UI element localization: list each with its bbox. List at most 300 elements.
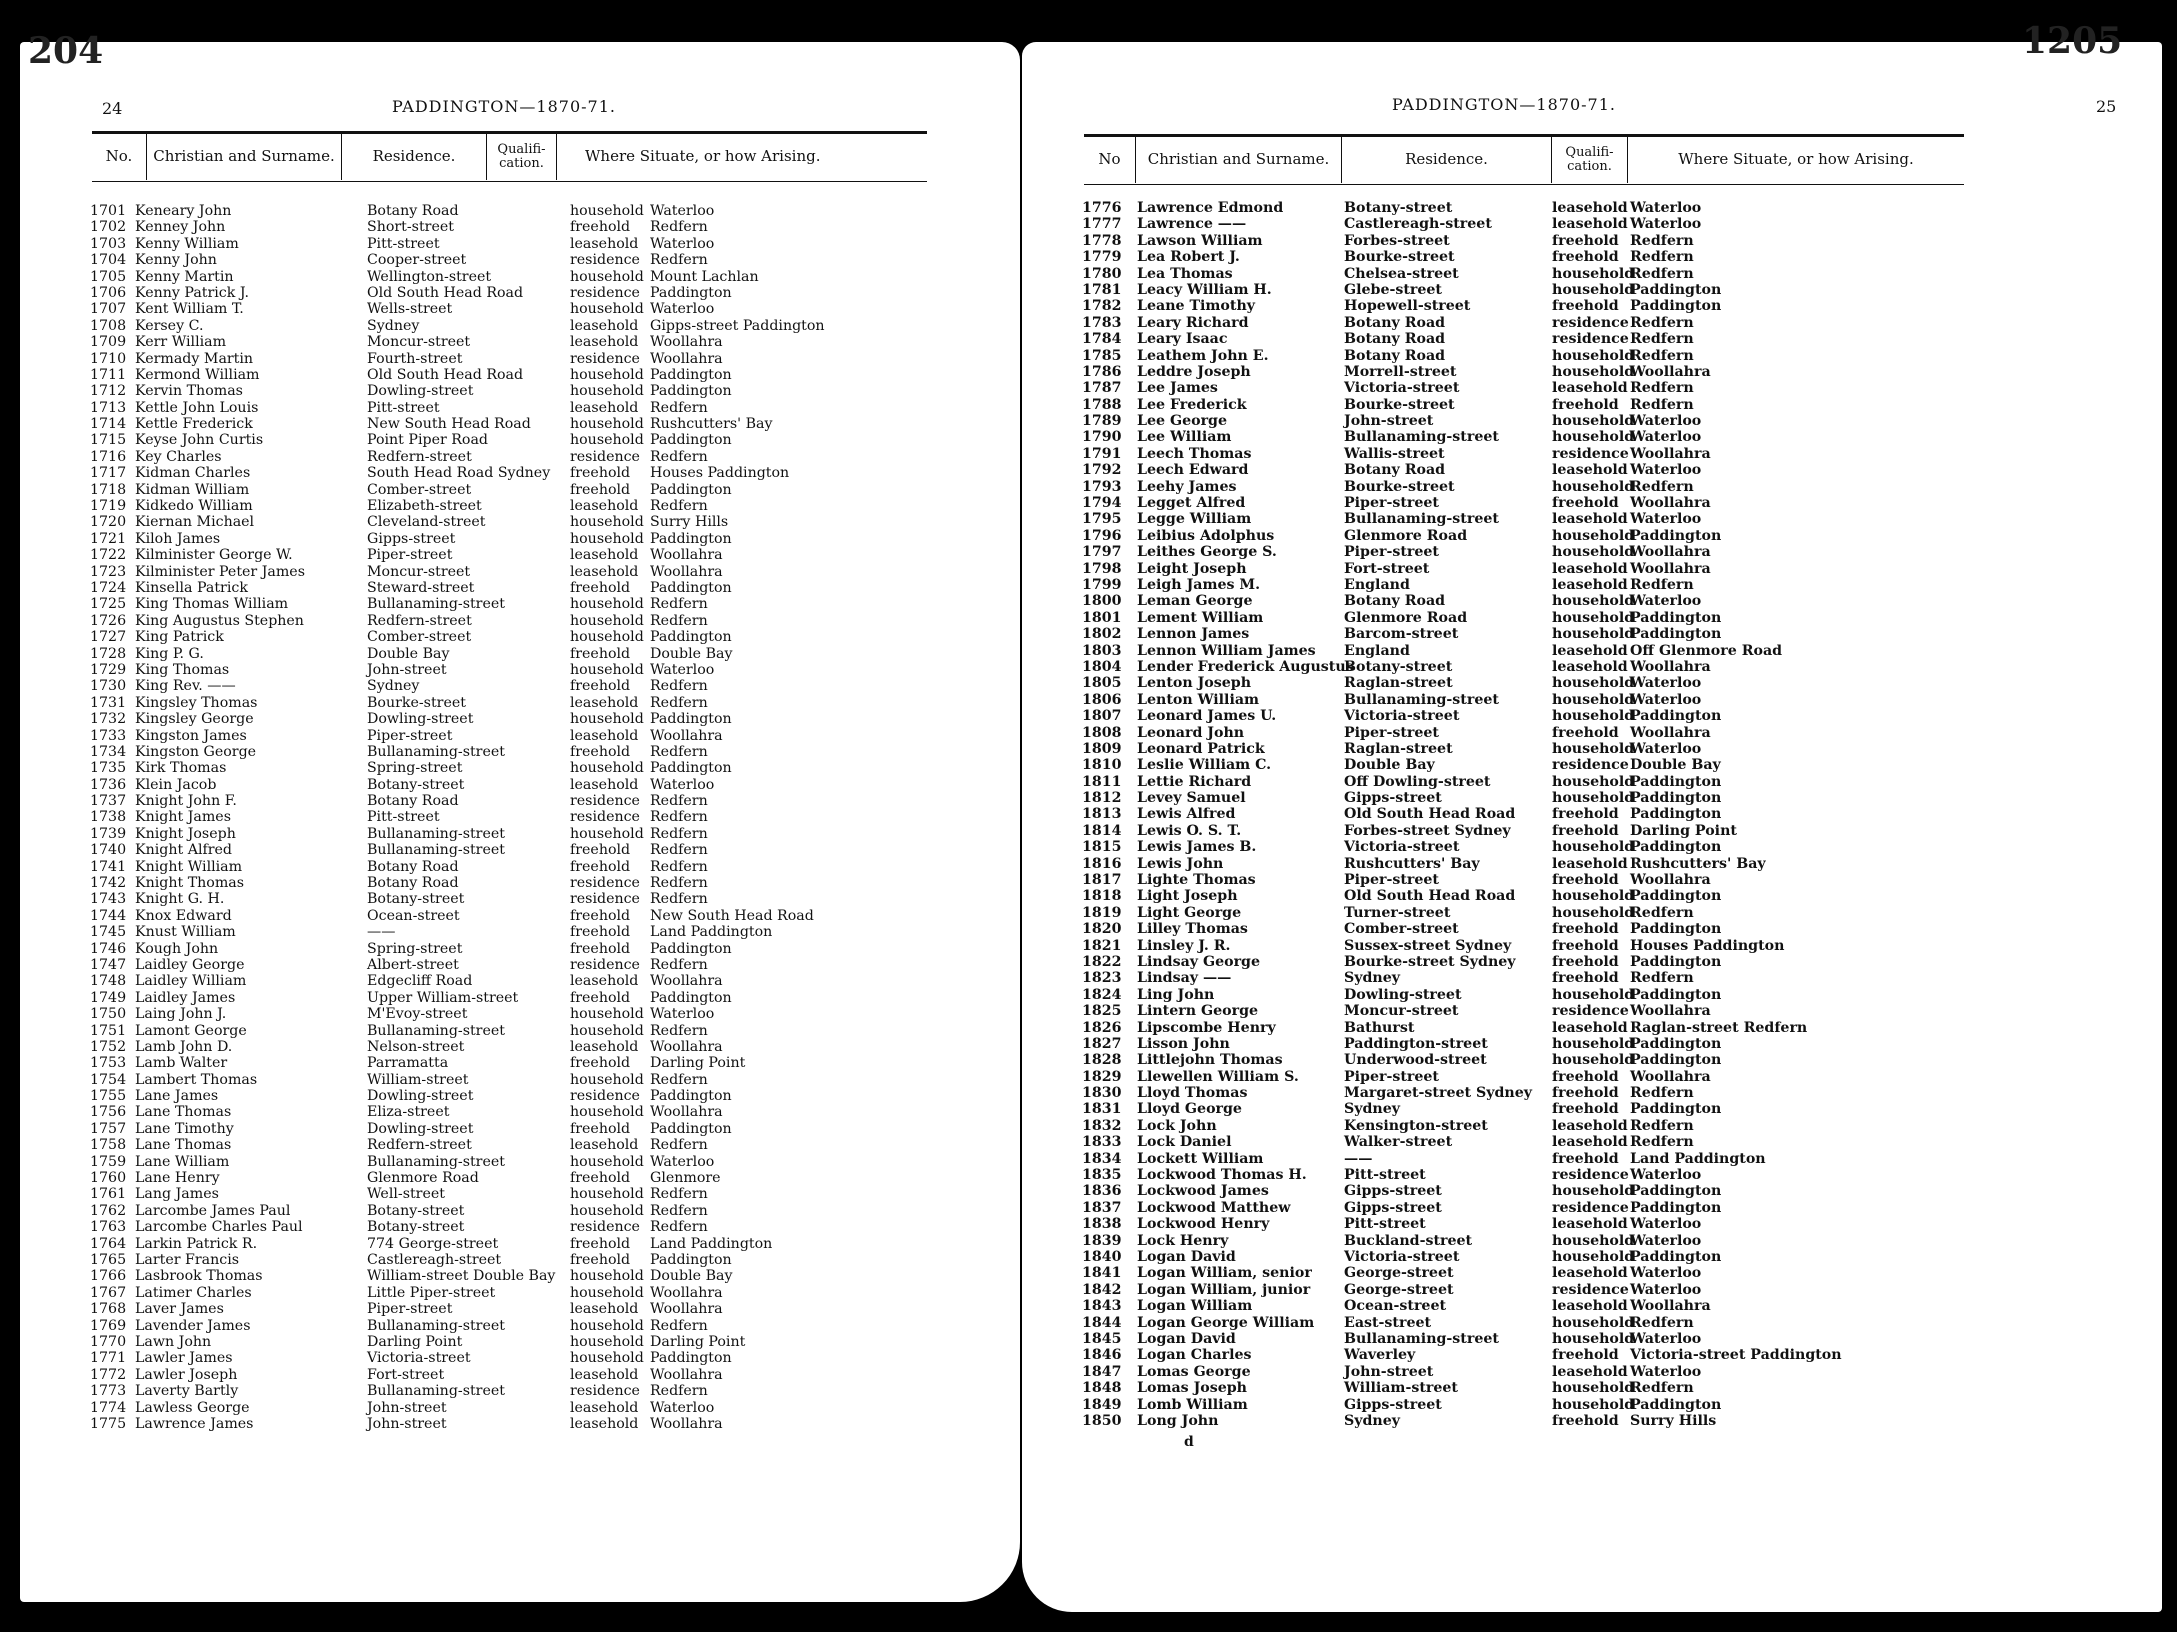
table-row (1082, 1052, 2082, 1068)
residence: Glenmore Road (367, 1170, 479, 1187)
residence: Glenmore Road (1344, 527, 1468, 544)
table-row (1082, 233, 2082, 249)
where-situate: Waterloo (1630, 429, 1702, 446)
elector-name: Leonard James U. (1137, 708, 1277, 725)
table-row (90, 957, 950, 973)
qualification: household (570, 1202, 644, 1219)
elector-name: Lennon James (1137, 626, 1250, 643)
residence: —— (367, 924, 396, 941)
elector-name: Lloyd Thomas (1137, 1085, 1248, 1102)
qualification: freehold (570, 1055, 631, 1072)
entry-number: 1770 (90, 1333, 127, 1350)
entry-number: 1842 (1082, 1281, 1122, 1298)
qualification: household (1552, 544, 1635, 561)
elector-name: Lomb William (1137, 1396, 1248, 1413)
table-row (90, 367, 950, 383)
residence: Redfern-street (367, 1137, 472, 1154)
entry-number: 1709 (90, 334, 127, 351)
elector-name: Lane James (135, 1088, 219, 1105)
entry-number: 1801 (1082, 609, 1122, 626)
qualification: leasehold (1552, 658, 1628, 675)
where-situate: Paddington (1630, 1199, 1722, 1216)
residence: Victoria-street (1344, 1249, 1460, 1265)
table-row (90, 777, 950, 793)
entry-number: 1712 (90, 383, 127, 400)
residence: Bathurst (1344, 1019, 1415, 1036)
residence: Edgecliff Road (367, 973, 473, 990)
elector-name: Kingsley Thomas (135, 694, 258, 711)
where-situate: Redfern (650, 1219, 708, 1236)
table-row (1082, 216, 2082, 232)
elector-name: Knust William (135, 924, 236, 941)
residence: Botany-street (367, 891, 465, 908)
entry-number: 1839 (1082, 1232, 1122, 1249)
qualification: freehold (570, 1235, 631, 1252)
where-situate: Paddington (1630, 888, 1722, 905)
residence: Cooper-street (367, 252, 467, 269)
qualification: household (570, 1284, 644, 1301)
table-row (90, 252, 950, 268)
entry-number: 1771 (90, 1350, 127, 1367)
elector-name: Larcombe James Paul (135, 1202, 291, 1219)
qualification: household (1552, 888, 1635, 905)
where-situate: Double Bay (650, 1268, 733, 1285)
elector-name: Kermond William (135, 366, 260, 383)
table-row (1082, 725, 2082, 741)
entry-number: 1713 (90, 399, 127, 416)
qualification: leasehold (1552, 1216, 1628, 1233)
table-row (90, 908, 950, 924)
entry-number: 1804 (1082, 658, 1122, 675)
where-situate: Waterloo (650, 1153, 715, 1170)
col-header-number: No (1084, 137, 1136, 183)
qualification: residence (570, 1219, 640, 1236)
table-row (90, 269, 950, 285)
elector-name: Laver James (135, 1301, 224, 1318)
table-row (90, 1236, 950, 1252)
where-situate: Woollahra (650, 1038, 723, 1055)
elector-name: Laverty Bartly (135, 1383, 239, 1400)
table-row (1082, 1151, 2082, 1167)
residence: Bullanaming-street (1344, 691, 1499, 708)
table-row (90, 1318, 950, 1334)
table-row (90, 1383, 950, 1399)
where-situate: Redfern (650, 858, 708, 875)
residence: Kensington-street (1344, 1117, 1488, 1134)
entry-number: 1758 (90, 1137, 127, 1154)
where-situate: Redfern (650, 842, 708, 859)
entry-number: 1812 (1082, 790, 1122, 807)
where-situate: Paddington (1630, 626, 1722, 643)
table-row (1082, 1020, 2082, 1036)
entry-number: 1816 (1082, 855, 1122, 872)
elector-name: Llewellen William S. (1137, 1068, 1299, 1085)
entry-number: 1794 (1082, 495, 1122, 512)
table-row (90, 1023, 950, 1039)
table-row (90, 629, 950, 645)
entry-number: 1735 (90, 760, 127, 777)
residence: Wellington-street (367, 268, 492, 285)
entry-number: 1777 (1082, 216, 1122, 233)
where-situate: Redfern (650, 743, 708, 760)
qualification: household (1552, 626, 1635, 643)
table-row (90, 1367, 950, 1383)
col-header-number: No. (92, 134, 147, 180)
table-row (1082, 315, 2082, 331)
qualification: household (1552, 740, 1635, 757)
residence: Wallis-street (1344, 445, 1445, 462)
entry-number: 1737 (90, 793, 127, 810)
qualification: residence (570, 891, 640, 908)
where-situate: Waterloo (650, 1399, 715, 1416)
elector-name: Leacy William H. (1137, 281, 1272, 298)
table-row (1082, 1397, 2082, 1413)
elector-name: Keneary John (135, 203, 232, 219)
qualification: residence (1552, 314, 1629, 331)
residence: Sydney (1344, 1101, 1400, 1118)
entry-number: 1742 (90, 875, 127, 892)
where-situate: Paddington (650, 1120, 732, 1137)
qualification: household (570, 301, 644, 318)
table-row (1082, 839, 2082, 855)
qualification: freehold (1552, 396, 1619, 413)
table-row (90, 465, 950, 481)
residence: Bullanaming-street (367, 842, 505, 859)
qualification: household (570, 1153, 644, 1170)
col-header-qualification: Qualifi- cation. (1552, 137, 1628, 183)
qualification: household (1552, 986, 1635, 1003)
where-situate: Redfern (650, 1186, 708, 1203)
elector-name: Lock Daniel (1137, 1134, 1232, 1151)
where-situate: Waterloo (1630, 1363, 1702, 1380)
col-header-name: Christian and Surname. (147, 134, 342, 180)
table-row (90, 1400, 950, 1416)
table-row (1082, 249, 2082, 265)
entry-number: 1750 (90, 1006, 127, 1023)
where-situate: Redfern (650, 694, 708, 711)
residence: Sydney (367, 678, 420, 695)
elector-name: King Augustus Stephen (135, 612, 304, 629)
qualification: leasehold (570, 235, 639, 252)
table-row (1082, 954, 2082, 970)
entry-number: 1757 (90, 1120, 127, 1137)
table-row (90, 1301, 950, 1317)
elector-name: Kent William T. (135, 301, 244, 318)
residence: Bullanaming-street (367, 743, 505, 760)
residence: Paddington-street (1344, 1035, 1488, 1052)
residence: Botany Road (1344, 462, 1446, 479)
entry-number: 1780 (1082, 265, 1122, 282)
table-row (90, 1186, 950, 1202)
qualification: leasehold (570, 563, 639, 580)
qualification: household (570, 432, 644, 449)
table-row (90, 1088, 950, 1104)
entry-number: 1792 (1082, 462, 1122, 479)
residence: John-street (1344, 1363, 1434, 1380)
qualification: freehold (570, 1252, 631, 1268)
qualification: household (1552, 773, 1635, 790)
qualification: leasehold (1552, 1134, 1628, 1151)
residence: 774 George-street (367, 1235, 499, 1252)
where-situate: Redfern (650, 825, 708, 842)
qualification: freehold (1552, 822, 1619, 839)
table-row (1082, 1282, 2082, 1298)
elector-name: Lewis James B. (1137, 839, 1257, 856)
entry-number: 1754 (90, 1071, 127, 1088)
qualification: leasehold (1552, 576, 1628, 593)
table-row (90, 482, 950, 498)
elector-name: Kingston James (135, 727, 247, 744)
where-situate: Woollahra (650, 1301, 723, 1318)
qualification: leasehold (570, 317, 639, 334)
entry-number: 1719 (90, 498, 127, 515)
residence: Pitt-street (367, 809, 440, 826)
table-row (90, 793, 950, 809)
elector-name: Lawn John (135, 1333, 212, 1350)
entry-number: 1717 (90, 465, 127, 482)
table-row (1082, 331, 2082, 347)
qualification: freehold (1552, 1101, 1619, 1118)
table-row (90, 449, 950, 465)
residence: Dowling-street (367, 1120, 474, 1137)
entry-number: 1775 (90, 1415, 127, 1432)
qualification: leasehold (570, 399, 639, 416)
elector-name: Kersey C. (135, 317, 204, 334)
qualification: household (1552, 708, 1635, 725)
entry-number: 1830 (1082, 1085, 1122, 1102)
qualification: freehold (1552, 872, 1619, 889)
where-situate: Redfern (650, 678, 708, 695)
where-situate: Paddington (650, 940, 732, 957)
qualification: leasehold (1552, 855, 1628, 872)
residence: Pitt-street (1344, 1216, 1426, 1233)
qualification: freehold (1552, 298, 1619, 315)
elector-name: Kervin Thomas (135, 383, 243, 400)
residence: Dowling-street (367, 711, 474, 728)
entry-number: 1776 (1082, 200, 1122, 216)
entry-number: 1727 (90, 629, 127, 646)
residence: Steward-street (367, 579, 475, 596)
qualification: household (1552, 1035, 1635, 1052)
residence: Castlereagh-street (1344, 216, 1492, 233)
entry-number: 1834 (1082, 1150, 1122, 1167)
qualification: freehold (570, 989, 631, 1006)
elector-name: Lawrence James (135, 1415, 254, 1432)
elector-name: Lee Frederick (1137, 396, 1247, 413)
residence: Botany Road (367, 793, 459, 810)
table-row (1082, 577, 2082, 593)
entry-number: 1779 (1082, 249, 1122, 266)
table-row (90, 285, 950, 301)
elector-name: Lee James (1137, 380, 1218, 397)
table-row (1082, 774, 2082, 790)
entry-number: 1723 (90, 563, 127, 580)
residence: Botany-street (1344, 200, 1453, 216)
qualification: freehold (570, 678, 631, 695)
qualification: freehold (1552, 970, 1619, 987)
table-row (1082, 298, 2082, 314)
table-row (1082, 708, 2082, 724)
qualification: leasehold (1552, 216, 1628, 233)
table-row (1082, 1364, 2082, 1380)
qualification: household (1552, 1052, 1635, 1069)
where-situate: New South Head Road (650, 907, 814, 924)
elector-name: Lane Thomas (135, 1104, 232, 1121)
elector-name: Kenny John (135, 252, 217, 269)
residence: Darling Point (367, 1333, 463, 1350)
elector-name: Lawless George (135, 1399, 250, 1416)
where-situate: Redfern (650, 612, 708, 629)
residence: John-street (367, 661, 447, 678)
residence: Parramatta (367, 1055, 449, 1072)
table-row (1082, 888, 2082, 904)
entry-number: 1761 (90, 1186, 127, 1203)
qualification: household (570, 629, 644, 646)
elector-name: Kettle John Louis (135, 399, 259, 416)
entry-number: 1721 (90, 530, 127, 547)
where-situate: Woollahra (650, 1284, 723, 1301)
qualification: leasehold (570, 334, 639, 351)
elector-name: Light Joseph (1137, 888, 1238, 905)
entry-number: 1747 (90, 956, 127, 973)
residence: Eliza-street (367, 1104, 450, 1121)
where-situate: Waterloo (650, 235, 715, 252)
qualification: leasehold (1552, 1117, 1628, 1134)
table-row (90, 416, 950, 432)
table-row (1082, 626, 2082, 642)
where-situate: Redfern (650, 448, 708, 465)
elector-name: Lane Timothy (135, 1120, 234, 1137)
elector-name: Leech Thomas (1137, 445, 1252, 462)
entry-number: 1738 (90, 809, 127, 826)
table-row (90, 1137, 950, 1153)
residence: Off Dowling-street (1344, 773, 1491, 790)
elector-name: Larkin Patrick R. (135, 1235, 258, 1252)
col-header-residence: Residence. (342, 134, 487, 180)
qualification: leasehold (570, 498, 639, 515)
elector-name: King Rev. —— (135, 678, 236, 695)
table-row (1082, 790, 2082, 806)
residence: Bourke-street (1344, 396, 1455, 413)
table-row (1082, 495, 2082, 511)
entry-number: 1752 (90, 1038, 127, 1055)
entry-number: 1832 (1082, 1117, 1122, 1134)
elector-name: Knight William (135, 858, 243, 875)
table-row (1082, 561, 2082, 577)
where-situate: Paddington (1630, 839, 1722, 856)
where-situate: Waterloo (1630, 1232, 1702, 1249)
entry-number: 1806 (1082, 691, 1122, 708)
table-row (90, 990, 950, 1006)
table-row (1082, 544, 2082, 560)
table-row (90, 875, 950, 891)
residence: Gipps-street (367, 530, 456, 547)
residence: Fort-street (367, 1366, 445, 1383)
running-head: PADDINGTON—1870-71. (1392, 95, 1616, 114)
table-row (90, 842, 950, 858)
table-row (90, 1252, 950, 1268)
entry-number: 1762 (90, 1202, 127, 1219)
residence: Botany-street (1344, 658, 1453, 675)
where-situate: Woollahra (1630, 445, 1711, 462)
residence: Turner-street (1344, 904, 1451, 921)
where-situate: Redfern (1630, 1314, 1694, 1331)
residence: Sussex-street Sydney (1344, 937, 1512, 954)
table-header (92, 134, 927, 180)
elector-name: Kinsella Patrick (135, 579, 248, 596)
residence: Nelson-street (367, 1038, 465, 1055)
elector-name: Lockwood Matthew (1137, 1199, 1291, 1216)
table-row (1082, 528, 2082, 544)
entry-number: 1828 (1082, 1052, 1122, 1069)
elector-name: Lang James (135, 1186, 219, 1203)
where-situate: Redfern (1630, 232, 1694, 249)
table-row (90, 760, 950, 776)
entry-number: 1797 (1082, 544, 1122, 561)
table-row (1082, 266, 2082, 282)
header-bottom-rule (92, 181, 927, 182)
qualification: household (570, 711, 644, 728)
elector-name: Lasbrook Thomas (135, 1268, 263, 1285)
qualification: freehold (1552, 1150, 1619, 1167)
table-row (1082, 479, 2082, 495)
residence: Bourke-street Sydney (1344, 953, 1516, 970)
entry-number: 1728 (90, 645, 127, 662)
qualification: freehold (1552, 937, 1619, 954)
table-row (1082, 348, 2082, 364)
entry-number: 1730 (90, 678, 127, 695)
qualification: household (570, 1186, 644, 1203)
entry-number: 1833 (1082, 1134, 1122, 1151)
elector-name: Kirk Thomas (135, 760, 227, 777)
elector-name: Lambert Thomas (135, 1071, 258, 1088)
col-header-where-situate: Where Situate, or how Arising. (1678, 150, 1914, 169)
elector-name: Lavender James (135, 1317, 251, 1334)
entry-number: 1701 (90, 203, 127, 219)
table-row (1082, 692, 2082, 708)
table-row (90, 1285, 950, 1301)
qualification: freehold (570, 645, 631, 662)
qualification: leasehold (570, 1399, 639, 1416)
residence: Dowling-street (1344, 986, 1462, 1003)
elector-name: Logan David (1137, 1330, 1236, 1347)
residence: Ocean-street (1344, 1298, 1447, 1315)
elector-name: Lewis O. S. T. (1137, 822, 1242, 839)
residence: Forbes-street (1344, 232, 1450, 249)
table-row (1082, 921, 2082, 937)
entry-number: 1846 (1082, 1347, 1122, 1364)
where-situate: Paddington (1630, 1052, 1722, 1069)
where-situate: Paddington (1630, 609, 1722, 626)
where-situate: Houses Paddington (1630, 937, 1785, 954)
entry-number: 1745 (90, 924, 127, 941)
qualification: residence (570, 1383, 640, 1400)
where-situate: Land Paddington (650, 924, 773, 941)
where-situate: Waterloo (1630, 1281, 1702, 1298)
qualification: leasehold (1552, 511, 1628, 528)
entry-number: 1764 (90, 1235, 127, 1252)
qualification: freehold (1552, 921, 1619, 938)
table-row (90, 203, 950, 219)
qualification: residence (570, 252, 640, 269)
table-row (1082, 659, 2082, 675)
elector-name: Lenton Joseph (1137, 675, 1252, 692)
elector-name: Kidman William (135, 481, 250, 498)
qualification: household (570, 661, 644, 678)
residence: Bullanaming-street (367, 1383, 505, 1400)
elector-name: King Thomas (135, 661, 230, 678)
residence: Morrell-street (1344, 363, 1457, 380)
